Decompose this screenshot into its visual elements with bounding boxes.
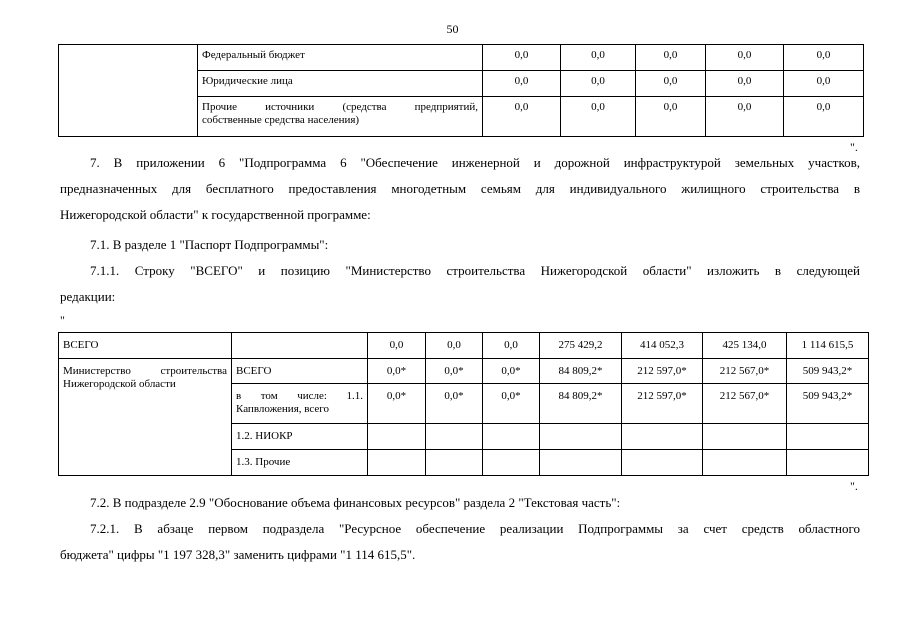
value-cell: 0,0 [636,97,706,137]
value-cell: 0,0 [561,97,636,137]
empty-cell [622,450,703,476]
value-cell: 0,0 [426,333,483,359]
empty-cell [426,424,483,450]
value-cell: 0,0 [561,71,636,97]
empty-cell [622,424,703,450]
row-label-line: Нижегородской области [63,378,176,390]
paragraph-7-1-1 [60,258,860,310]
paragraph-7 [60,150,860,228]
opening-quote: " [60,313,65,327]
funding-sources-table [58,44,864,137]
value-cell: 0,0* [483,359,540,384]
text-line: 7.2. В подразделе 2.9 "Обоснование объема финансовых ресурсов" раздела 2 "Текстовая часть": [90,495,621,510]
empty-cell [540,424,622,450]
value-cell: 0,0 [483,333,540,359]
value-cell: 0,0 [706,71,784,97]
value-cell: 425 134,0 [703,333,787,359]
empty-cell [232,333,368,359]
empty-cell [368,424,426,450]
value-cell: 0,0* [368,384,426,424]
text-line: 7.2.1. В абзаце первом подраздела "Ресурсное обеспечение реализации Подпрограммы за счет средств областного [90,521,860,536]
row-label: ВСЕГО [59,333,232,359]
text-line: 7.1.1. Строку "ВСЕГО" и позицию "Министерство строительства Нижегородской области" изложить в следующей [90,263,860,278]
value-cell: 84 809,2* [540,359,622,384]
paragraph-7-2-1 [60,516,860,568]
text-line: 7. В приложении 6 "Подпрограмма 6 "Обеспечение инженерной и дорожной инфраструктурой земельных участков, [90,155,860,170]
value-cell: 0,0 [561,45,636,71]
value-cell: 0,0 [706,97,784,137]
row-label-line: Министерство строительства [63,365,227,377]
text-line: редакции: [60,289,116,304]
row-label-line: Капвложения, всего [236,403,330,415]
value-cell: 1 114 615,5 [787,333,869,359]
table-row [59,333,869,359]
value-cell: 0,0 [784,97,864,137]
value-cell: 0,0 [483,45,561,71]
closing-quote: ". [850,479,858,493]
value-cell: 0,0 [368,333,426,359]
paragraph-7-1 [60,232,860,258]
row-label [232,384,368,424]
value-cell: 0,0 [784,45,864,71]
value-cell: 0,0* [426,359,483,384]
value-cell: 0,0* [368,359,426,384]
empty-cell [59,45,198,137]
value-cell: 275 429,2 [540,333,622,359]
row-label-line: Прочие источники (средства предприятий, [202,101,478,113]
value-cell: 0,0 [483,97,561,137]
value-cell: 0,0 [636,45,706,71]
value-cell: 212 567,0* [703,384,787,424]
empty-cell [787,424,869,450]
value-cell: 0,0 [784,71,864,97]
row-label: 1.3. Прочие [232,450,368,476]
value-cell: 0,0 [636,71,706,97]
text-line: Нижегородской области" к государственной программе: [60,207,371,222]
value-cell: 0,0 [706,45,784,71]
value-cell: 0,0* [483,384,540,424]
row-label: 1.2. НИОКР [232,424,368,450]
page-number: 50 [446,22,459,36]
value-cell: 509 943,2* [787,384,869,424]
text-line: предназначенных для бесплатного предоставления многодетным семьям для индивидуального жилищного строительства в [60,181,860,196]
empty-cell [483,424,540,450]
empty-cell [703,450,787,476]
row-label-line: собственные средства населения) [202,114,360,126]
value-cell: 212 597,0* [622,359,703,384]
empty-cell [368,450,426,476]
empty-cell [426,450,483,476]
paragraph-7-2 [60,490,860,516]
value-cell: 212 567,0* [703,359,787,384]
table-row [59,45,864,71]
value-cell: 414 052,3 [622,333,703,359]
closing-quote: ". [850,140,858,154]
row-label [198,97,483,137]
program-passport-table [58,332,869,476]
row-label: ВСЕГО [232,359,368,384]
value-cell: 509 943,2* [787,359,869,384]
value-cell: 84 809,2* [540,384,622,424]
value-cell: 0,0 [483,71,561,97]
row-label-line: в том числе: 1.1. [236,390,363,402]
empty-cell [483,450,540,476]
empty-cell [703,424,787,450]
text-line: 7.1. В разделе 1 "Паспорт Подпрограммы": [90,237,329,252]
empty-cell [787,450,869,476]
table-row [59,359,869,384]
ministry-label [59,359,232,476]
row-label: Федеральный бюджет [198,45,483,71]
row-label: Юридические лица [198,71,483,97]
text-line: бюджета" цифры "1 197 328,3" заменить цифрами "1 114 615,5". [60,547,416,562]
value-cell: 212 597,0* [622,384,703,424]
value-cell: 0,0* [426,384,483,424]
empty-cell [540,450,622,476]
